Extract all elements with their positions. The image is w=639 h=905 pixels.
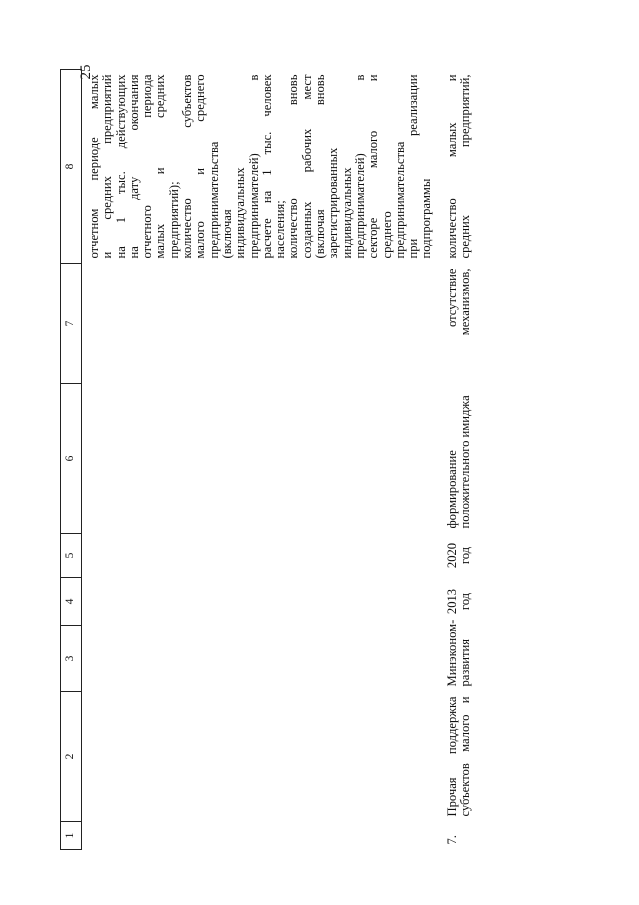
- indicator-line: малого и среднего: [193, 74, 208, 259]
- indicator-line: предпринимателей) в: [352, 74, 367, 259]
- col-number-6: 6: [61, 384, 82, 534]
- indicator-line: малых и средних: [153, 74, 168, 259]
- col-number-5: 5: [61, 534, 82, 578]
- indicator-line: при реализации: [406, 74, 421, 259]
- row-number: 7.: [444, 835, 459, 845]
- indicator-line: предпринимателей) в: [246, 74, 261, 259]
- expected-result-cell: формирование положительного имиджа: [444, 395, 473, 529]
- indicator-line: зарегистрированных: [326, 147, 341, 259]
- col-number-1: 1: [61, 822, 82, 850]
- end-year-cell: 2020 год: [444, 542, 473, 569]
- executor-cell: Минэконом- развития: [444, 619, 473, 687]
- col-number-3: 3: [61, 626, 82, 692]
- consequences-cell: отсутствие механизмов,: [444, 268, 473, 336]
- indicators-cell-row7: количество малых и средних предприятий,: [444, 74, 473, 259]
- indicators-cell: [82, 70, 440, 264]
- table-row-continuation: [82, 70, 440, 850]
- col-number-7: 7: [61, 264, 82, 384]
- indicator-line: на дату окончания: [126, 74, 141, 259]
- indicator-line: на 1 тыс. действующих: [113, 74, 128, 259]
- table-row-7: [440, 70, 479, 850]
- header-number-row: [61, 70, 82, 850]
- indicator-line: отчетном периоде малых: [87, 74, 101, 259]
- page-number: 25: [78, 64, 94, 80]
- indicator-line: секторе малого и: [366, 74, 381, 259]
- indicator-line: индивидуальных: [339, 167, 354, 259]
- indicator-line: расчете на 1 тыс. человек: [259, 74, 274, 259]
- indicator-line: индивидуальных: [233, 167, 248, 259]
- indicator-line: населения;: [273, 200, 288, 259]
- indicator-line: предпринимательства: [206, 141, 221, 259]
- col-number-8: 8: [61, 70, 82, 264]
- indicator-line: среднего: [379, 211, 394, 259]
- indicator-line: количество субъектов: [180, 74, 195, 259]
- rotated-table-container: [60, 70, 580, 850]
- program-table: [60, 69, 478, 850]
- col-number-4: 4: [61, 578, 82, 626]
- indicator-line: предпринимательства: [392, 141, 407, 259]
- indicator-line: созданных рабочих мест: [299, 74, 314, 259]
- start-year-cell: 2013 год: [444, 588, 473, 615]
- indicator-line: и средних предприятий: [100, 74, 115, 259]
- indicator-line: (включая вновь: [313, 74, 328, 259]
- event-name-cell: Прочая поддержка субъектов малого и: [444, 696, 473, 817]
- indicator-line: подпрограммы: [419, 178, 434, 259]
- indicator-line: количество вновь: [286, 74, 301, 259]
- indicator-line: предприятий);: [166, 181, 181, 259]
- indicator-line: (включая: [219, 209, 234, 259]
- indicator-line: отчетного периода: [140, 74, 155, 259]
- col-number-2: 2: [61, 692, 82, 822]
